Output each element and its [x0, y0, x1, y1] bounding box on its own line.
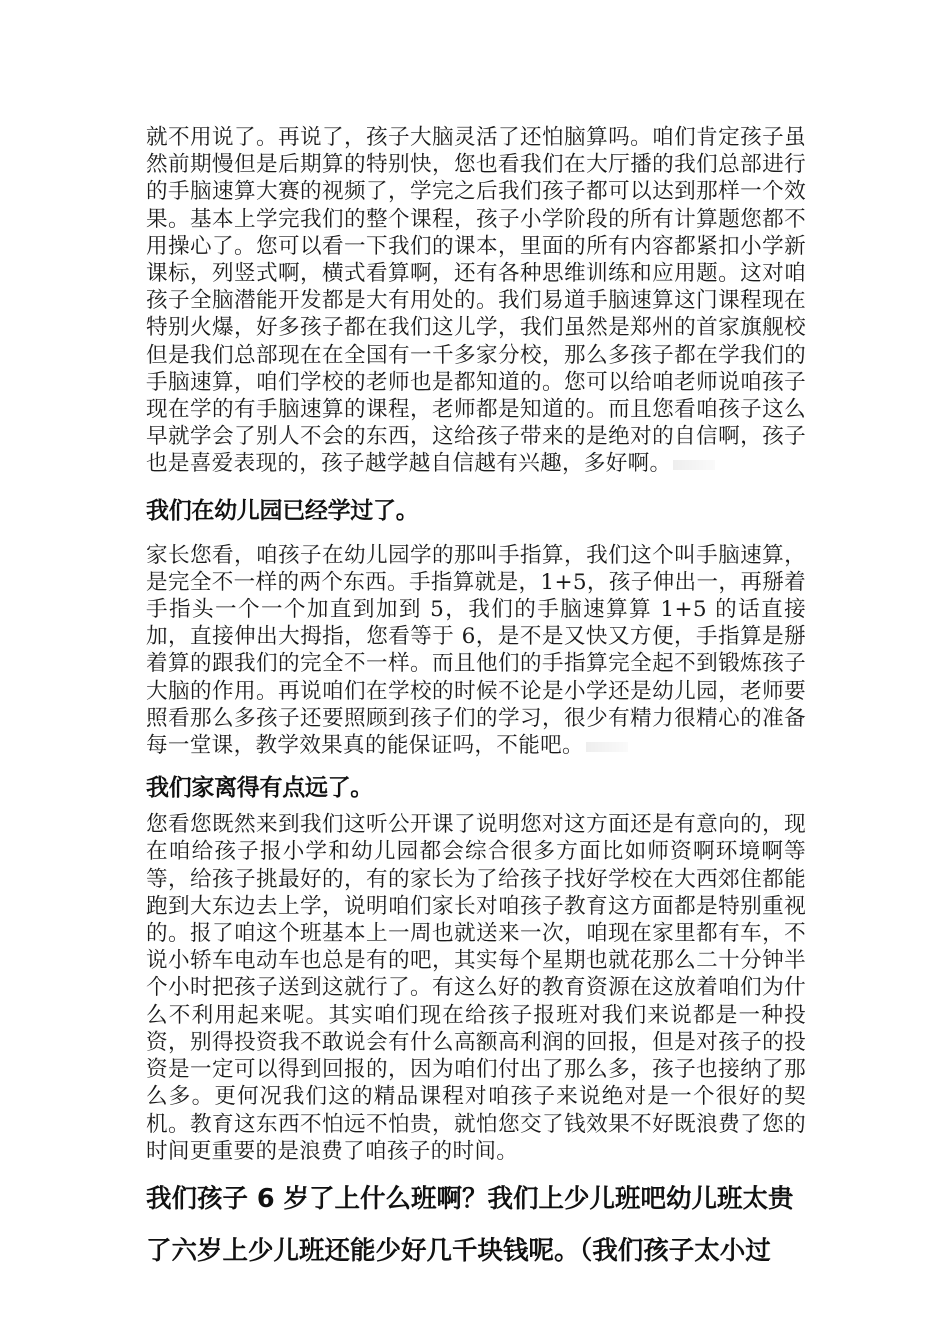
- spacer: [146, 478, 806, 496]
- heading-kindergarten-objection: 我们在幼儿园已经学过了。: [146, 497, 419, 524]
- paragraph-course-benefits-text: 就不用说了。再说了，孩子大脑灵活了还怕脑算吗。咱们肯定孩子虽然前期慢但是后期算的特别快，您也看我们在大厅播的我们总部进行的手脑速算大赛的视频了，学完之后我们孩子都可以达到那样一个效果。基本上学完我们的整个课程，孩子小学阶段的所有计算题您都不用操心了。您可以看一下我们的课本，里面的所有内容都紧扣小学新课标，列竖式啊，横式看算啊，还有各种思维训练和应用题。这对咱孩子全脑潜能开发都是大有用处的。我们易道手脑速算这门课程现在特别火爆，好多孩子都在我们这儿学，我们虽然是郑州的首家旗舰校但是我们总部现在在全国有一千多家分校，那么多孩子都在学我们的手脑速算，咱们学校的老师也是都知道的。您可以给咱老师说咱孩子现在学的有手脑速算的课程，老师都是知道的。而且您看咱孩子这么早就学会了别人不会的东西，这给孩子带来的是绝对的自信啊，孩子也是喜爱表现的，孩子越学越自信越有兴趣，多好啊。: [146, 125, 806, 477]
- paragraph-distance-response: 您看您既然来到我们这听公开课了说明您对这方面还是有意向的，现在咱给孩子报小学和幼儿园都会综合很多方面比如师资啊环境啊等等，给孩子挑最好的，有的家长为了给孩子找好学校在大西郊住都能跑到大东边去上学，说明咱们家长对咱孩子教育这方面都是特别重视的。报了咱这个班基本上一周也就送来一次，咱现在家里都有车，不说小轿车电动车也总是有的吧，其实每个星期也就花那么二十分钟半个小时把孩子送到这就行了。有这么好的教育资源在这放着咱们为什么不利用起来呢。其实咱们现在给孩子报班对我们来说都是一种投资，别得投资我不敢说会有什么高额高利润的回报，但是对孩子的投资是一定可以得到回报的，因为咱们付出了那么多，孩子也接纳了那么多。更何况我们这的精品课程对咱孩子来说绝对是一个很好的契机。教育这东西不怕远不怕贵，就怕您交了钱效果不好既浪费了您的时间更重要的是浪费了咱孩子的时间。: [146, 812, 806, 1164]
- document-body: [146, 124, 806, 1277]
- paragraph-course-benefits: [146, 124, 806, 478]
- spacer: [146, 526, 806, 542]
- heading-age-class-question: 我们孩子 6 岁了上什么班啊？我们上少儿班吧幼儿班太贵了六岁上少儿班还能少好几千块钱呢。（我们孩子太小过: [146, 1183, 794, 1266]
- spacer: [146, 803, 806, 811]
- faint-scan-mark: [673, 460, 715, 470]
- paragraph-finger-vs-brain-calc: [146, 542, 806, 760]
- faint-scan-mark: [586, 742, 628, 752]
- spacer: [146, 1165, 806, 1173]
- paragraph-finger-vs-brain-calc-text: 家长您看，咱孩子在幼儿园学的那叫手指算，我们这个叫手脑速算，是完全不一样的两个东西。手指算就是，1+5，孩子伸出一，再掰着手指头一个一个加直到加到 5，我们的手脑速算算 1+5 的话直接加，直接伸出大拇指，您看等于 6，是不是又快又方便，手指算是掰着算的跟我们的完全不一样。而且他们的手指算完全起不到锻炼孩子大脑的作用。再说咱们在学校的时候不论是小学还是幼儿园，老师要照看那么多孩子还要照顾到孩子们的学习，很少有精力很精心的准备每一堂课，教学效果真的能保证吗，不能吧。: [146, 542, 806, 759]
- heading-distance-objection: 我们家离得有点远了。: [146, 775, 374, 802]
- spacer: [146, 759, 806, 773]
